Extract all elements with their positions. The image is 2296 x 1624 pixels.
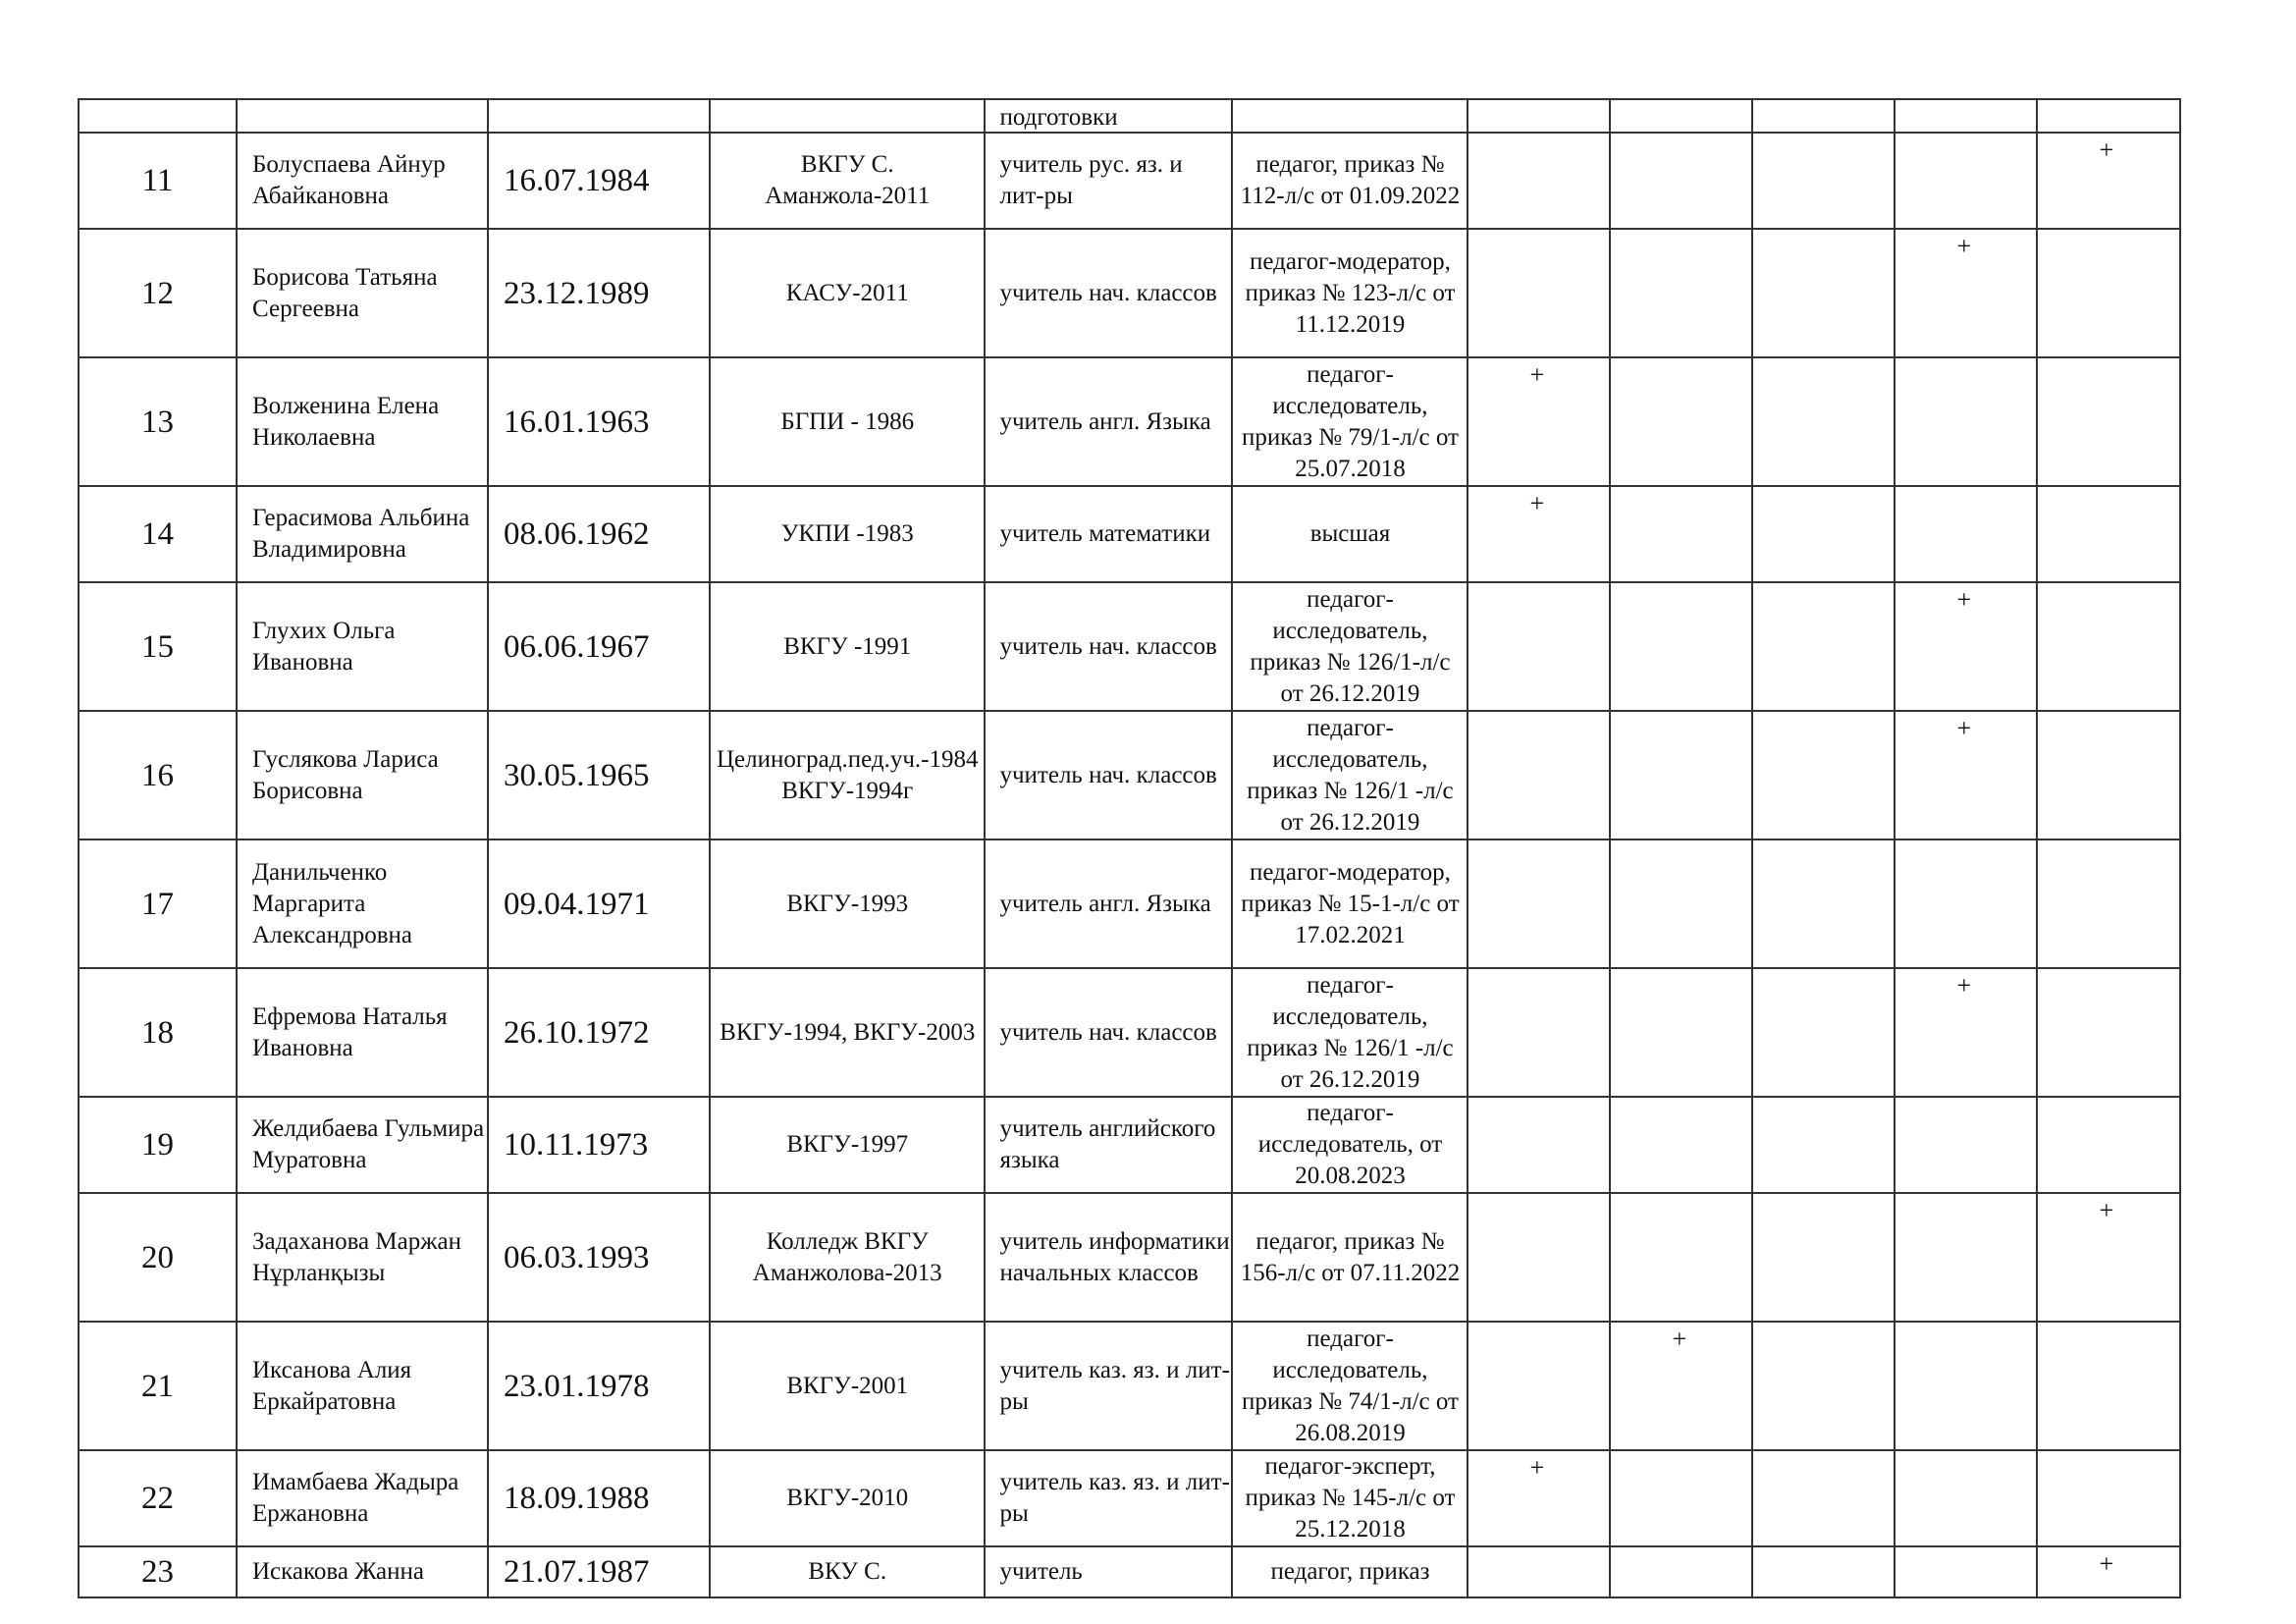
mark-cell <box>1895 711 2037 839</box>
mark-cell <box>1610 1193 1752 1322</box>
row-number-cell: 18 <box>79 968 237 1097</box>
mark-cell <box>1895 357 2037 486</box>
birth-date-cell: 30.05.1965 <box>488 711 710 839</box>
birth-date-cell: 06.03.1993 <box>488 1193 710 1322</box>
row-number-cell: 13 <box>79 357 237 486</box>
table-row <box>79 133 2180 229</box>
category-cell: педагог, приказ <box>1232 1546 1468 1597</box>
plus-mark: + <box>1956 232 1972 260</box>
mark-cell <box>2037 582 2180 711</box>
specialty-cell: учитель нач. классов <box>985 968 1232 1097</box>
mark-cell <box>2037 1322 2180 1450</box>
row-number-cell: 15 <box>79 582 237 711</box>
birth-date-cell: 18.09.1988 <box>488 1450 710 1546</box>
plus-mark: + <box>2099 1549 2114 1578</box>
education-cell: БГПИ - 1986 <box>710 357 985 486</box>
category-cell: педагог-исследователь, приказ № 126/1 -л/с от 26.12.2019 <box>1232 711 1468 839</box>
mark-cell <box>1895 133 2037 229</box>
education-cell: ВКГУ-1997 <box>710 1097 985 1193</box>
education-cell: ВКГУ-1994, ВКГУ-2003 <box>710 968 985 1097</box>
birth-date-cell: 26.10.1972 <box>488 968 710 1097</box>
teacher-name-cell: Задаханова Маржан Нұрланқызы <box>237 1193 488 1322</box>
education-cell: ВКГУ-2010 <box>710 1450 985 1546</box>
specialty-cell: подготовки <box>985 99 1232 133</box>
education-cell: ВКГУ-1993 <box>710 839 985 968</box>
table-row <box>79 1097 2180 1193</box>
birth-date-cell: 23.01.1978 <box>488 1322 710 1450</box>
teacher-name-cell: Гуслякова Лариса Борисовна <box>237 711 488 839</box>
category-cell: педагог-исследователь, приказ № 126/1 -л/с от 26.12.2019 <box>1232 968 1468 1097</box>
education-cell: ВКГУ -1991 <box>710 582 985 711</box>
row-number-cell: 21 <box>79 1322 237 1450</box>
mark-cell <box>2037 1097 2180 1193</box>
table-row <box>79 99 2180 133</box>
mark-cell <box>1752 1097 1895 1193</box>
teacher-name-cell: Ефремова Наталья Ивановна <box>237 968 488 1097</box>
table-row <box>79 229 2180 357</box>
mark-cell <box>1610 1546 1752 1597</box>
mark-cell <box>1752 839 1895 968</box>
mark-cell <box>1752 357 1895 486</box>
specialty-cell: учитель нач. классов <box>985 582 1232 711</box>
teacher-name-cell: Болуспаева Айнур Абайкановна <box>237 133 488 229</box>
mark-cell <box>1610 1450 1752 1546</box>
mark-cell <box>2037 1193 2180 1322</box>
mark-cell <box>2037 1546 2180 1597</box>
mark-cell <box>1895 486 2037 582</box>
table-row <box>79 1450 2180 1546</box>
specialty-cell: учитель англ. Языка <box>985 839 1232 968</box>
cell-empty <box>1610 99 1752 133</box>
birth-date-cell: 16.07.1984 <box>488 133 710 229</box>
row-number-cell: 19 <box>79 1097 237 1193</box>
mark-cell <box>2037 357 2180 486</box>
specialty-cell: учитель английского языка <box>985 1097 1232 1193</box>
row-number-cell: 16 <box>79 711 237 839</box>
specialty-cell: учитель каз. яз. и лит-ры <box>985 1322 1232 1450</box>
cell-empty <box>1752 99 1895 133</box>
cell-empty <box>1895 99 2037 133</box>
mark-cell <box>1468 133 1610 229</box>
mark-cell <box>1468 711 1610 839</box>
mark-cell <box>1468 839 1610 968</box>
category-cell: педагог-эксперт, приказ № 145-л/с от 25.12.2018 <box>1232 1450 1468 1546</box>
mark-cell <box>1895 839 2037 968</box>
mark-cell <box>1610 1097 1752 1193</box>
mark-cell <box>1895 229 2037 357</box>
specialty-cell: учитель нач. классов <box>985 229 1232 357</box>
education-cell: КАСУ-2011 <box>710 229 985 357</box>
mark-cell <box>1610 839 1752 968</box>
staff-table <box>78 98 2181 1598</box>
mark-cell <box>2037 133 2180 229</box>
education-cell: Целиноград.пед.уч.-1984 ВКГУ-1994г <box>710 711 985 839</box>
mark-cell <box>1610 1322 1752 1450</box>
mark-cell <box>1610 486 1752 582</box>
mark-cell <box>1610 229 1752 357</box>
row-number-cell: 11 <box>79 133 237 229</box>
mark-cell <box>1468 1193 1610 1322</box>
category-cell: педагог, приказ № 112-л/с от 01.09.2022 <box>1232 133 1468 229</box>
plus-mark: + <box>2099 135 2114 164</box>
mark-cell <box>2037 711 2180 839</box>
mark-cell <box>1610 711 1752 839</box>
row-number-cell: 17 <box>79 839 237 968</box>
category-cell: высшая <box>1232 486 1468 582</box>
teacher-name-cell: Искакова Жанна <box>237 1546 488 1597</box>
mark-cell <box>1752 133 1895 229</box>
specialty-cell: учитель математики <box>985 486 1232 582</box>
cell-empty <box>488 99 710 133</box>
education-cell: УКПИ -1983 <box>710 486 985 582</box>
category-cell: педагог-исследователь, приказ № 74/1-л/с от 26.08.2019 <box>1232 1322 1468 1450</box>
mark-cell <box>1610 582 1752 711</box>
mark-cell <box>1895 968 2037 1097</box>
teacher-name-cell: Желдибаева Гульмира Муратовна <box>237 1097 488 1193</box>
mark-cell <box>1468 486 1610 582</box>
mark-cell <box>1895 1097 2037 1193</box>
mark-cell <box>1468 1450 1610 1546</box>
table-row <box>79 1322 2180 1450</box>
specialty-cell: учитель англ. Языка <box>985 357 1232 486</box>
education-cell: Колледж ВКГУ Аманжолова-2013 <box>710 1193 985 1322</box>
cell-empty <box>710 99 985 133</box>
specialty-cell: учитель нач. классов <box>985 711 1232 839</box>
birth-date-cell: 21.07.1987 <box>488 1546 710 1597</box>
education-cell: ВКУ С. <box>710 1546 985 1597</box>
mark-cell <box>1895 582 2037 711</box>
birth-date-cell: 23.12.1989 <box>488 229 710 357</box>
table-row <box>79 839 2180 968</box>
teacher-name-cell: Глухих Ольга Ивановна <box>237 582 488 711</box>
mark-cell <box>1610 357 1752 486</box>
birth-date-cell: 16.01.1963 <box>488 357 710 486</box>
education-cell: ВКГУ С. Аманжола-2011 <box>710 133 985 229</box>
mark-cell <box>1752 1546 1895 1597</box>
birth-date-cell: 06.06.1967 <box>488 582 710 711</box>
mark-cell <box>1610 968 1752 1097</box>
table-row <box>79 486 2180 582</box>
specialty-cell: учитель рус. яз. и лит-ры <box>985 133 1232 229</box>
mark-cell <box>2037 968 2180 1097</box>
mark-cell <box>2037 229 2180 357</box>
mark-cell <box>1752 1322 1895 1450</box>
mark-cell <box>1468 1097 1610 1193</box>
mark-cell <box>1752 582 1895 711</box>
row-number-cell: 22 <box>79 1450 237 1546</box>
mark-cell <box>1752 229 1895 357</box>
teacher-name-cell: Данильченко Маргарита Александровна <box>237 839 488 968</box>
mark-cell <box>1468 582 1610 711</box>
table-row <box>79 1193 2180 1322</box>
birth-date-cell: 08.06.1962 <box>488 486 710 582</box>
specialty-cell: учитель <box>985 1546 1232 1597</box>
teacher-name-cell: Герасимова Альбина Владимировна <box>237 486 488 582</box>
cell-empty <box>79 99 237 133</box>
mark-cell <box>1468 357 1610 486</box>
mark-cell <box>1895 1450 2037 1546</box>
mark-cell <box>1468 1322 1610 1450</box>
mark-cell <box>1895 1546 2037 1597</box>
mark-cell <box>1895 1193 2037 1322</box>
category-cell: педагог, приказ № 156-л/с от 07.11.2022 <box>1232 1193 1468 1322</box>
mark-cell <box>1610 133 1752 229</box>
table-row <box>79 968 2180 1097</box>
mark-cell <box>1752 711 1895 839</box>
row-number-cell: 20 <box>79 1193 237 1322</box>
cell-empty <box>2037 99 2180 133</box>
education-cell: ВКГУ-2001 <box>710 1322 985 1450</box>
category-cell: педагог-исследователь, от 20.08.2023 <box>1232 1097 1468 1193</box>
mark-cell <box>1752 1193 1895 1322</box>
plus-mark: + <box>1956 714 1972 742</box>
mark-cell <box>2037 1450 2180 1546</box>
plus-mark: + <box>1529 489 1545 517</box>
cell-empty <box>237 99 488 133</box>
category-cell: педагог-модератор, приказ № 123-л/с от 11.12.2019 <box>1232 229 1468 357</box>
mark-cell <box>1895 1322 2037 1450</box>
mark-cell <box>1752 968 1895 1097</box>
row-number-cell: 14 <box>79 486 237 582</box>
plus-mark: + <box>1529 360 1545 389</box>
mark-cell <box>1468 229 1610 357</box>
mark-cell <box>2037 486 2180 582</box>
mark-cell <box>1468 1546 1610 1597</box>
category-cell: педагог-модератор, приказ № 15-1-л/с от 17.02.2021 <box>1232 839 1468 968</box>
mark-cell <box>2037 839 2180 968</box>
teacher-name-cell: Иксанова Алия Еркайратовна <box>237 1322 488 1450</box>
plus-mark: + <box>2099 1196 2114 1224</box>
teacher-name-cell: Волженина Елена Николаевна <box>237 357 488 486</box>
specialty-cell: учитель каз. яз. и лит-ры <box>985 1450 1232 1546</box>
mark-cell <box>1752 1450 1895 1546</box>
plus-mark: + <box>1956 585 1972 614</box>
plus-mark: + <box>1672 1325 1687 1353</box>
plus-mark: + <box>1956 971 1972 1000</box>
row-number-cell: 23 <box>79 1546 237 1597</box>
category-cell: педагог-исследователь, приказ № 79/1-л/с от 25.07.2018 <box>1232 357 1468 486</box>
plus-mark: + <box>1529 1453 1545 1482</box>
category-cell: педагог-исследователь, приказ № 126/1-л/с от 26.12.2019 <box>1232 582 1468 711</box>
mark-cell <box>1468 968 1610 1097</box>
specialty-cell: учитель информатики начальных классов <box>985 1193 1232 1322</box>
teacher-name-cell: Борисова Татьяна Сергеевна <box>237 229 488 357</box>
mark-cell <box>1752 486 1895 582</box>
birth-date-cell: 09.04.1971 <box>488 839 710 968</box>
table-row <box>79 1546 2180 1597</box>
table-row <box>79 711 2180 839</box>
cell-empty <box>1468 99 1610 133</box>
table-row <box>79 357 2180 486</box>
cell-empty <box>1232 99 1468 133</box>
teacher-name-cell: Имамбаева Жадыра Ержановна <box>237 1450 488 1546</box>
table-row <box>79 582 2180 711</box>
row-number-cell: 12 <box>79 229 237 357</box>
birth-date-cell: 10.11.1973 <box>488 1097 710 1193</box>
